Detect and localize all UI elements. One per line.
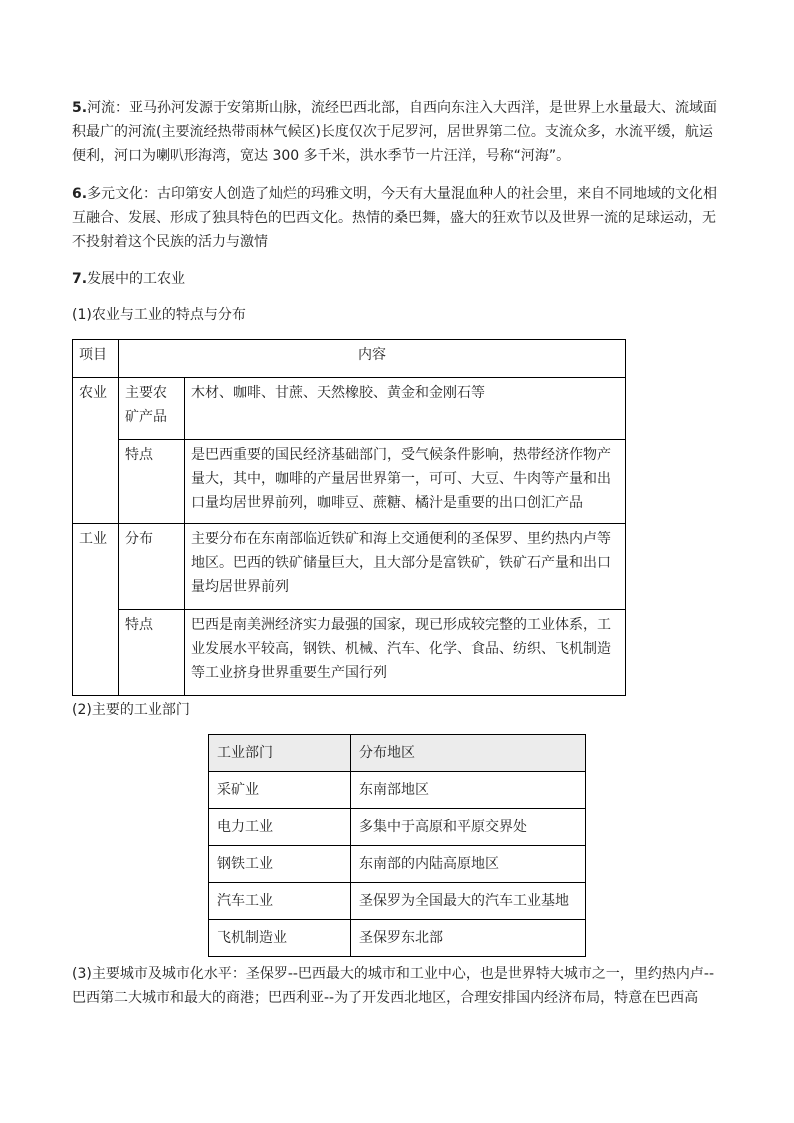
- industry-sectors-table: [208, 734, 586, 957]
- subheading-1: (1)农业与工业的特点与分布: [72, 307, 246, 323]
- paragraph-number: 7.: [72, 271, 88, 287]
- subheading-3-cities: (3)主要城市及城市化水平：圣保罗--巴西最大的城市和工业中心，也是世界特大城市之一，里约热内卢--巴西第二大城市和最大的商港；巴西利亚--为了开发西北地区，合理安排国内经济布局，特意在巴西高: [72, 966, 715, 1006]
- region-cell: 东南部的内陆高原地区: [351, 846, 586, 883]
- subheading-2: (2)主要的工业部门: [72, 702, 190, 718]
- cell-label: 分布: [119, 524, 185, 610]
- cell-content: 主要分布在东南部临近铁矿和海上交通便利的圣保罗、里约热内卢等地区。巴西的铁矿储量巨大，且大部分是富铁矿，铁矿石产量和出口量均居世界前列: [185, 524, 626, 610]
- header-item: 项目: [73, 340, 119, 378]
- sector-cell: 电力工业: [209, 809, 351, 846]
- paragraph-text: 河流：亚马孙河发源于安第斯山脉，流经巴西北部，自西向东注入大西洋，是世界上水量最大、流域面积最广的河流(主要流经热带雨林气候区)长度仅次于尼罗河，居世界第二位。支流众多，水流平缓，航运便利，河口为喇叭形海湾，宽达 300 多千米，洪水季节一片汪洋，号称“河海”。: [72, 100, 718, 164]
- sector-cell: 飞机制造业: [209, 920, 351, 957]
- cell-content: 是巴西重要的国民经济基础部门，受气候条件影响，热带经济作物产量大，其中，咖啡的产量居世界第一，可可、大豆、牛肉等产量和出口量均居世界前列，咖啡豆、蔗糖、橘汁是重要的出口创汇产品: [185, 440, 626, 524]
- agri-industry-table: [72, 339, 626, 696]
- table-row: [209, 772, 586, 809]
- row-label-agri: 农业: [73, 378, 119, 524]
- cell-label: 特点: [119, 610, 185, 696]
- region-cell: 东南部地区: [351, 772, 586, 809]
- section-heading-industry-agriculture: [72, 267, 722, 291]
- row-label-industry: 工业: [73, 524, 119, 696]
- sector-cell: 钢铁工业: [209, 846, 351, 883]
- sector-cell: 采矿业: [209, 772, 351, 809]
- table-row: [209, 920, 586, 957]
- header-region: 分布地区: [351, 735, 586, 772]
- paragraph-text: 多元文化：古印第安人创造了灿烂的玛雅文明，今天有大量混血种人的社会里，来自不同地域的文化相互融合、发展、形成了独具特色的巴西文化。热情的桑巴舞，盛大的狂欢节以及世界一流的足球运动，无不投射着这个民族的活力与激情: [72, 186, 718, 250]
- region-cell: 圣保罗东北部: [351, 920, 586, 957]
- region-cell: 多集中于高原和平原交界处: [351, 809, 586, 846]
- table-row: [209, 809, 586, 846]
- cell-content: 巴西是南美洲经济实力最强的国家，现已形成较完整的工业体系，工业发展水平较高，钢铁、机械、汽车、化学、食品、纺织、飞机制造等工业挤身世界重要生产国行列: [185, 610, 626, 696]
- sector-cell: 汽车工业: [209, 883, 351, 920]
- cell-content: 木材、咖啡、甘蔗、天然橡胶、黄金和金刚石等: [185, 378, 626, 440]
- table-row: [209, 846, 586, 883]
- paragraph-rivers: [72, 96, 722, 168]
- heading-text: 发展中的工农业: [87, 271, 186, 287]
- region-cell: 圣保罗为全国最大的汽车工业基地: [351, 883, 586, 920]
- cell-label: 主要农矿产品: [119, 378, 185, 440]
- paragraph-culture: [72, 182, 722, 254]
- header-content: 内容: [119, 340, 626, 378]
- table-row: [209, 883, 586, 920]
- paragraph-number: 5.: [72, 100, 88, 116]
- header-sector: 工业部门: [209, 735, 351, 772]
- cell-label: 特点: [119, 440, 185, 524]
- paragraph-number: 6.: [72, 186, 88, 202]
